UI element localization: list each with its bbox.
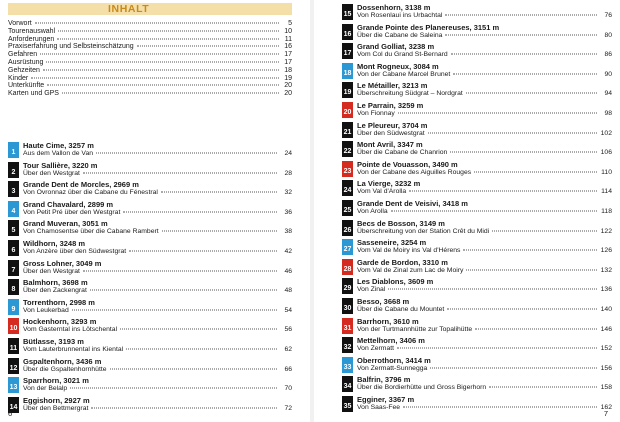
tour-name: Grande Dent de Morcles, 2969 m <box>23 180 139 190</box>
tour-list-left <box>8 140 292 414</box>
tour-number-badge: 7 <box>8 260 19 276</box>
toc-entry-label: Praxiserfahrung und Selbsteinschätzung <box>8 43 134 51</box>
tour-route-text: Von Petit Pré über den Westgrat <box>23 208 121 216</box>
tour-route <box>357 130 612 138</box>
tour-number-badge: 13 <box>8 377 19 393</box>
dot-leader <box>430 367 597 368</box>
tour-name: Balfrin, 3796 m <box>357 375 411 385</box>
tour-page: 132 <box>600 266 612 274</box>
toc-entry-page: 20 <box>284 82 292 90</box>
tour-route-text: Vom Lauterbrunnental ins Kiental <box>23 345 124 353</box>
tour-route <box>357 32 612 40</box>
tour-entry[interactable] <box>342 218 612 238</box>
tour-name: Grand Chavalard, 2899 m <box>23 199 114 209</box>
tour-page: 90 <box>604 70 612 78</box>
tour-number-badge: 8 <box>8 279 19 295</box>
tour-route-text: Von Zinal <box>357 286 386 294</box>
tour-route <box>357 247 612 255</box>
tour-name: Grande Dent de Veisivi, 3418 m <box>357 198 468 208</box>
tour-entry[interactable] <box>342 355 612 375</box>
tour-entry[interactable] <box>8 218 292 238</box>
tour-route <box>357 71 612 79</box>
page-number-right: 7 <box>603 409 608 418</box>
tour-route-text: Von Zermatt-Sunnegga <box>357 364 428 372</box>
tour-route <box>357 404 612 412</box>
toc-entry[interactable] <box>8 20 292 28</box>
dot-leader <box>463 250 597 251</box>
tour-route-text: Über den Zackengrat <box>23 287 87 295</box>
tour-route <box>23 385 292 393</box>
tour-name: Oberrothorn, 3414 m <box>357 355 431 365</box>
tour-name: Besso, 3668 m <box>357 296 410 306</box>
tour-route-text: Über den Westgrat <box>23 267 80 275</box>
tour-name: Les Diablons, 3609 m <box>357 277 434 287</box>
toc-entry-label: Ausrüstung <box>8 58 44 66</box>
tour-number-badge: 35 <box>342 396 353 412</box>
tour-page: 158 <box>600 384 612 392</box>
tour-name: La Vierge, 3232 m <box>357 179 421 189</box>
dot-leader <box>451 54 597 55</box>
tour-route-text: Über die Cabane de Saleina <box>357 31 443 39</box>
dot-leader <box>445 34 597 35</box>
tour-page: 162 <box>600 403 612 411</box>
dot-leader <box>72 309 277 310</box>
tour-name: Wildhorn, 3248 m <box>23 238 86 248</box>
tour-page: 86 <box>604 51 612 59</box>
dot-leader <box>475 328 597 329</box>
tour-name: Mont Rogneux, 3084 m <box>357 61 439 71</box>
tour-page: 54 <box>284 306 292 314</box>
tour-route <box>23 326 292 334</box>
tour-number-badge: 24 <box>342 180 353 196</box>
tour-route <box>357 90 612 98</box>
tour-route <box>23 248 292 256</box>
tour-page: 126 <box>600 247 612 255</box>
dot-leader <box>397 348 597 349</box>
tour-number-badge: 9 <box>8 299 19 315</box>
tour-route-text: Vom Col du Grand St-Bernard <box>357 51 448 59</box>
tour-name: Gspaltenhorn, 3436 m <box>23 356 102 366</box>
tour-entry[interactable] <box>342 2 612 22</box>
tour-route <box>357 384 612 392</box>
dot-leader <box>96 153 277 154</box>
tour-route <box>357 51 612 59</box>
tour-number-badge: 33 <box>342 357 353 373</box>
tour-page: 156 <box>600 364 612 372</box>
tour-route-text: Von Arolla <box>357 207 388 215</box>
tour-route-text: Über die Gspaltenhornhütte <box>23 365 107 373</box>
tour-route-text: Über die Cabane du Mountet <box>357 305 445 313</box>
tour-number-badge: 25 <box>342 200 353 216</box>
tour-entry[interactable] <box>8 297 292 317</box>
tour-entry[interactable] <box>342 316 612 336</box>
tour-name: Becs de Bosson, 3149 m <box>357 218 445 228</box>
tour-number-badge: 3 <box>8 181 19 197</box>
tour-name: Haute Cime, 3257 m <box>23 141 94 150</box>
tour-name: Egginer, 3367 m <box>357 394 415 404</box>
tour-entry[interactable] <box>8 316 292 336</box>
toc-entry-label: Gehzeiten <box>8 66 40 74</box>
tour-route-text: Vom Gasterntal ins Lötschental <box>23 326 118 334</box>
tour-route-text: Von Rosenlaui ins Urbachtal <box>357 12 443 19</box>
tour-entry[interactable] <box>8 179 292 199</box>
dot-leader <box>123 211 277 212</box>
tour-number-badge: 19 <box>342 82 353 98</box>
dot-leader <box>447 308 597 309</box>
tour-page: 72 <box>284 404 292 412</box>
tour-page: 62 <box>284 345 292 353</box>
dot-leader <box>129 250 277 251</box>
tour-name: Pointe de Vouasson, 3490 m <box>357 159 458 169</box>
tour-page: 46 <box>284 267 292 275</box>
tour-name: Grand Muveran, 3051 m <box>23 219 108 229</box>
tour-page: 70 <box>284 385 292 393</box>
tour-page: 94 <box>604 90 612 98</box>
dot-leader <box>453 73 597 74</box>
tour-number-badge: 22 <box>342 141 353 157</box>
tour-entry[interactable] <box>8 160 292 180</box>
page-number-left: 6 <box>8 409 13 418</box>
dot-leader <box>83 270 277 271</box>
tour-route <box>357 267 612 275</box>
tour-name: Mettelhorn, 3406 m <box>357 336 425 346</box>
dot-leader <box>398 112 597 113</box>
tour-route-text: Von Leukerbad <box>23 306 69 314</box>
dot-leader <box>162 231 277 232</box>
tour-route-text: Von der Turtmannhütte zur Topalihütte <box>357 325 473 333</box>
tour-name: Eggishorn, 2927 m <box>23 395 90 405</box>
toc-entry-page: 17 <box>284 58 292 66</box>
tour-number-badge: 16 <box>342 24 353 40</box>
tour-entry[interactable] <box>8 336 292 356</box>
tour-name: Torrenthorn, 2998 m <box>23 297 95 307</box>
tour-page: 56 <box>284 326 292 334</box>
tour-route-text: Über den Bettmergrat <box>23 404 89 412</box>
dot-leader <box>62 93 279 94</box>
tour-page: 76 <box>604 12 612 19</box>
tour-route <box>23 209 292 217</box>
dot-leader <box>47 85 279 86</box>
tour-name: Bütlasse, 3193 m <box>23 336 84 346</box>
tour-route-text: Von der Cabane des Aiguilles Rouges <box>357 168 472 176</box>
tour-page: 48 <box>284 287 292 295</box>
tour-number-badge: 2 <box>8 162 19 178</box>
tour-entry[interactable] <box>342 198 612 218</box>
tour-entry[interactable] <box>342 178 612 198</box>
toc-entry-label: Anforderungen <box>8 35 55 43</box>
tour-number-badge: 1 <box>8 142 19 158</box>
tour-entry[interactable] <box>342 394 612 414</box>
tour-route-text: Über den Südwestgrat <box>357 129 425 137</box>
tour-route-text: Von Fionnay <box>357 109 395 117</box>
tour-page: 114 <box>601 188 612 196</box>
tour-number-badge: 14 <box>8 397 19 413</box>
tour-number-badge: 32 <box>342 337 353 353</box>
tour-route <box>23 346 292 354</box>
tour-entry[interactable] <box>342 237 612 257</box>
toc-entry-label: Unterkünfte <box>8 82 45 90</box>
dot-leader <box>35 23 279 24</box>
dot-leader <box>403 406 597 407</box>
tour-number-badge: 27 <box>342 239 353 255</box>
tour-number-badge: 5 <box>8 220 19 236</box>
tour-page: 136 <box>600 286 612 294</box>
tour-page: 36 <box>284 208 292 216</box>
tour-name: Gross Lohner, 3049 m <box>23 258 102 268</box>
tour-route <box>23 189 292 197</box>
tour-name: Hockenhorn, 3293 m <box>23 317 97 327</box>
tour-route-text: Vom Val de Moiry ins Val d'Hérens <box>357 247 461 255</box>
toc-entry[interactable] <box>8 36 292 44</box>
tour-name: Grand Golliat, 3238 m <box>357 42 435 52</box>
dot-leader <box>43 69 279 70</box>
toc-entry[interactable] <box>8 51 292 59</box>
tour-route <box>357 326 612 334</box>
dot-leader <box>450 152 597 153</box>
tour-route <box>357 169 612 177</box>
tour-route-text: Von Anzère über den Südwestgrat <box>23 247 127 255</box>
dot-leader <box>91 407 277 408</box>
toc-entry[interactable] <box>8 67 292 75</box>
tour-entry[interactable] <box>342 335 612 355</box>
tour-entry[interactable] <box>8 395 292 415</box>
tour-entry[interactable] <box>8 199 292 219</box>
tour-route <box>23 228 292 236</box>
tour-name: Le Parrain, 3259 m <box>357 100 424 110</box>
tour-route <box>23 170 292 178</box>
dot-leader <box>492 230 597 231</box>
toc-entry[interactable] <box>8 28 292 36</box>
dot-leader <box>445 15 597 16</box>
tour-route <box>23 307 292 315</box>
dot-leader <box>70 388 277 389</box>
tour-route <box>23 366 292 374</box>
tour-name: Sparrhorn, 3021 m <box>23 376 89 386</box>
tour-route-text: Aus dem Vallon de Van <box>23 150 94 157</box>
tour-route <box>23 150 292 158</box>
tour-route <box>357 208 612 216</box>
tour-route-text: Überschreitung von der Station Crêt du Midi <box>357 227 490 235</box>
tour-route <box>357 286 612 294</box>
tour-route <box>23 268 292 276</box>
tour-page: 66 <box>284 365 292 373</box>
dot-leader <box>489 387 597 388</box>
dot-leader <box>90 290 277 291</box>
tour-page: 24 <box>284 150 292 157</box>
tour-route <box>23 405 292 413</box>
tour-entry[interactable] <box>342 257 612 277</box>
tour-page: 152 <box>600 345 612 353</box>
tour-number-badge: 34 <box>342 376 353 392</box>
tour-route-text: Über die Cabane de Chanrion <box>357 149 448 157</box>
tour-page: 140 <box>600 305 612 313</box>
tour-route-text: Überschreitung Südgrat – Nordgrat <box>357 90 463 98</box>
tour-entry[interactable] <box>8 375 292 395</box>
tour-route <box>357 188 612 196</box>
tour-number-badge: 6 <box>8 240 19 256</box>
tour-number-badge: 26 <box>342 220 353 236</box>
dot-leader <box>388 289 597 290</box>
tour-route-text: Über den Westgrat <box>23 169 80 177</box>
toc-entry-label: Vorwort <box>8 20 32 27</box>
toc-entry-label: Kinder <box>8 74 29 82</box>
dot-leader <box>428 132 597 133</box>
tour-name: Mont Avril, 3347 m <box>357 140 423 150</box>
tour-route <box>357 306 612 314</box>
dot-leader <box>137 46 279 47</box>
tour-page: 110 <box>601 168 612 176</box>
tour-number-badge: 10 <box>8 318 19 334</box>
front-matter-toc <box>8 20 292 98</box>
tour-number-badge: 20 <box>342 102 353 118</box>
tour-route-text: Von Ovronnaz über die Cabane du Fénestral <box>23 189 158 197</box>
right-page <box>314 0 620 422</box>
tour-entry[interactable] <box>8 238 292 258</box>
tour-name: Garde de Bordon, 3310 m <box>357 257 448 267</box>
toc-entry[interactable] <box>8 90 292 98</box>
tour-route <box>357 110 612 118</box>
dot-leader <box>474 171 597 172</box>
tour-entry[interactable] <box>342 276 612 296</box>
tour-name: Barrhorn, 3610 m <box>357 316 419 326</box>
tour-number-badge: 12 <box>8 358 19 374</box>
tour-page: 98 <box>604 109 612 117</box>
dot-leader <box>31 77 279 78</box>
tour-route-text: Von der Cabane Marcel Brunet <box>357 70 451 78</box>
tour-entry[interactable] <box>8 277 292 297</box>
toc-entry-page: 11 <box>284 35 292 43</box>
dot-leader <box>466 93 597 94</box>
dot-leader <box>83 172 277 173</box>
tour-route <box>357 345 612 353</box>
toc-entry[interactable] <box>8 59 292 67</box>
tour-entry[interactable] <box>8 258 292 278</box>
tour-number-badge: 11 <box>8 338 19 354</box>
toc-entry-page: 16 <box>284 43 292 51</box>
tour-list-right <box>342 2 612 413</box>
tour-page: 42 <box>284 247 292 255</box>
tour-name: Le Métailler, 3213 m <box>357 81 428 91</box>
tour-number-badge: 29 <box>342 278 353 294</box>
tour-page: 106 <box>600 149 612 157</box>
tour-route-text: Vom Val d'Arolla <box>357 188 407 196</box>
toc-entry-page: 19 <box>284 74 292 82</box>
tour-name: Dossenhorn, 3138 m <box>357 3 431 12</box>
tour-entry[interactable] <box>342 41 612 61</box>
tour-page: 102 <box>600 129 612 137</box>
tour-route <box>357 365 612 373</box>
tour-number-badge: 15 <box>342 4 353 20</box>
tour-name: Le Pleureur, 3704 m <box>357 120 428 130</box>
tour-entry[interactable] <box>8 356 292 376</box>
tour-route <box>357 149 612 157</box>
tour-number-badge: 18 <box>342 63 353 79</box>
tour-entry[interactable] <box>342 159 612 179</box>
tour-name: Grande Pointe des Planereuses, 3151 m <box>357 22 500 32</box>
tour-number-badge: 31 <box>342 318 353 334</box>
toc-entry-page: 10 <box>284 27 292 35</box>
tour-page: 118 <box>601 207 612 215</box>
tour-number-badge: 17 <box>342 43 353 59</box>
tour-route-text: Über die Bordierhütte und Gross Bigerhorn <box>357 384 487 392</box>
tour-entry[interactable] <box>342 120 612 140</box>
toc-entry-page: 17 <box>284 51 292 59</box>
tour-page: 28 <box>284 169 292 177</box>
dot-leader <box>126 348 277 349</box>
tour-route-text: Von der Belalp <box>23 385 68 393</box>
toc-entry-label: Gefahren <box>8 51 38 59</box>
dot-leader <box>40 54 279 55</box>
dot-leader <box>57 38 279 39</box>
dot-leader <box>161 192 277 193</box>
tour-entry[interactable] <box>8 140 292 160</box>
contents-heading-bar <box>8 3 292 15</box>
tour-entry[interactable] <box>342 296 612 316</box>
tour-entry[interactable] <box>342 22 612 42</box>
tour-number-badge: 4 <box>8 201 19 217</box>
tour-page: 32 <box>284 189 292 197</box>
tour-number-badge: 23 <box>342 161 353 177</box>
dot-leader <box>120 329 277 330</box>
toc-entry-label: Tourenauswahl <box>8 27 56 35</box>
tour-route-text: Von Zermatt <box>357 345 395 353</box>
toc-entry[interactable] <box>8 43 292 51</box>
tour-number-badge: 30 <box>342 298 353 314</box>
tour-page: 122 <box>600 227 612 235</box>
tour-route <box>357 228 612 236</box>
toc-entry-label: Karten und GPS <box>8 90 59 98</box>
tour-route <box>23 287 292 295</box>
tour-page: 146 <box>600 325 612 333</box>
tour-page: 80 <box>604 31 612 39</box>
toc-entry-page: 18 <box>284 66 292 74</box>
tour-entry[interactable] <box>342 100 612 120</box>
toc-entry[interactable] <box>8 75 292 83</box>
tour-route-text: Vom Val de Zinal zum Lac de Moiry <box>357 266 464 274</box>
tour-route <box>357 12 612 20</box>
dot-leader <box>409 191 597 192</box>
tour-number-badge: 21 <box>342 122 353 138</box>
tour-entry[interactable] <box>342 80 612 100</box>
tour-number-badge: 28 <box>342 259 353 275</box>
dot-leader <box>391 210 597 211</box>
tour-entry[interactable] <box>342 61 612 81</box>
dot-leader <box>110 368 277 369</box>
tour-entry[interactable] <box>342 374 612 394</box>
tour-page: 38 <box>284 228 292 236</box>
tour-route-text: Von Saas-Fee <box>357 403 401 411</box>
tour-entry[interactable] <box>342 139 612 159</box>
dot-leader <box>46 61 279 62</box>
toc-entry-page: 5 <box>288 20 292 27</box>
tour-name: Tour Sallière, 3220 m <box>23 160 98 170</box>
tour-name: Sasseneire, 3254 m <box>357 238 427 248</box>
tour-name: Balmhorn, 3698 m <box>23 278 88 288</box>
dot-leader <box>58 30 279 31</box>
toc-entry-page: 20 <box>284 90 292 98</box>
dot-leader <box>466 269 597 270</box>
toc-entry[interactable] <box>8 82 292 90</box>
tour-route-text: Von Chamosentse über die Cabane Rambert <box>23 228 159 236</box>
contents-heading: INHALT <box>108 3 150 15</box>
